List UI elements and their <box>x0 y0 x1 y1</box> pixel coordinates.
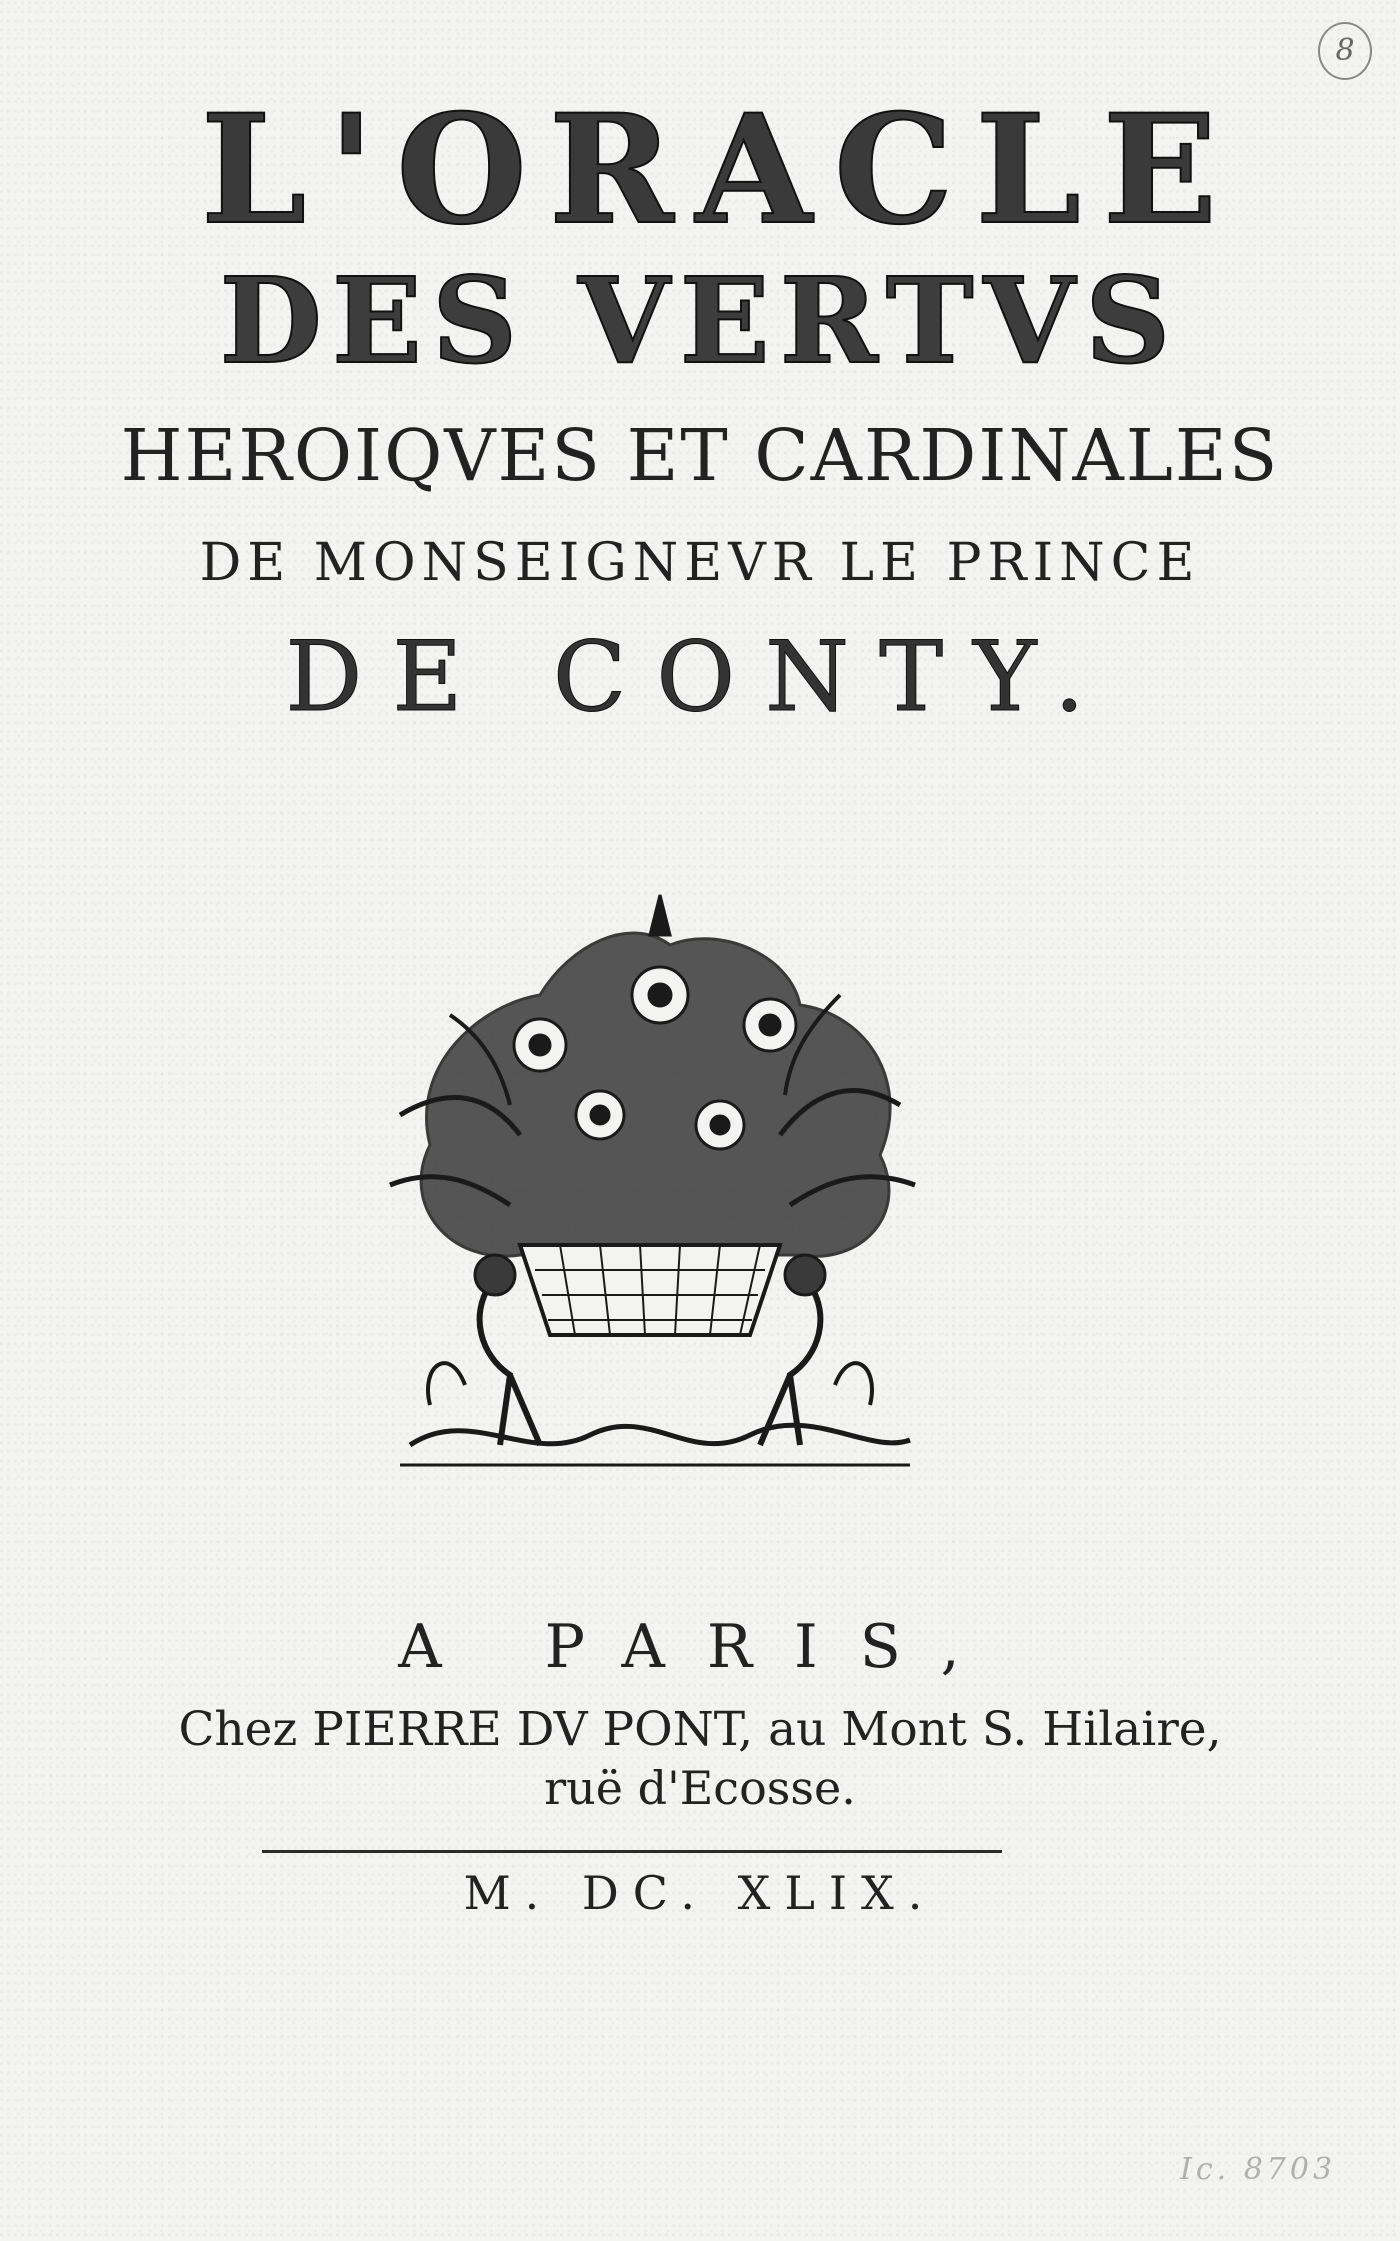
title-line-4: DE MONSEIGNEVR LE PRINCE <box>199 533 1201 593</box>
imprint-publisher: Chez PIERRE DV PONT, au Mont S. Hilaire, <box>178 1702 1222 1757</box>
imprint-city: A PARIS, <box>398 1612 1002 1682</box>
imprint-rule <box>262 1850 1002 1853</box>
title-line-1: L'ORACLE <box>200 82 1240 258</box>
imprint-year: M. DC. XLIX. <box>463 1866 937 1920</box>
library-mark: 8 <box>1318 22 1372 80</box>
title-line-2: DES VERTVS <box>219 251 1181 390</box>
flower-basket-woodcut-icon <box>370 885 930 1485</box>
shelfmark: Ic. 8703 <box>1180 2152 1337 2187</box>
imprint-street: ruë d'Ecosse. <box>544 1761 856 1815</box>
title-line-3: HEROIQVES ET CARDINALES <box>120 414 1280 497</box>
title-line-5: DE CONTY. <box>285 621 1115 733</box>
